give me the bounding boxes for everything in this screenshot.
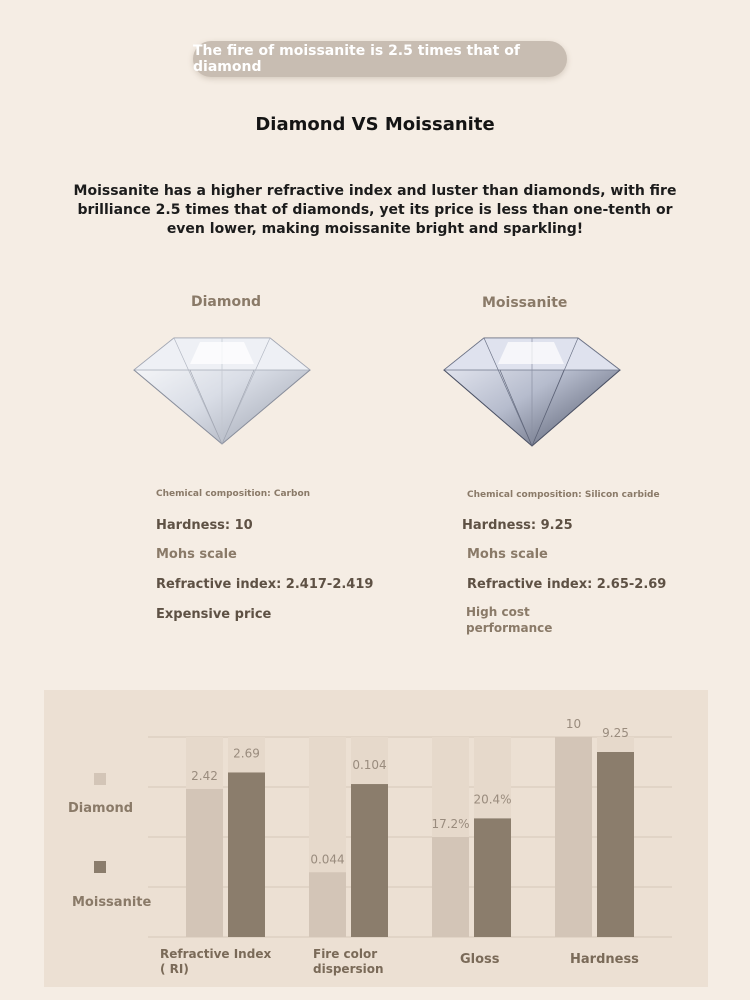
bar-diamond <box>432 837 469 937</box>
data-label-diamond: 10 <box>565 717 582 731</box>
diamond-hardness: Hardness: 10 <box>156 518 253 533</box>
category-label-hardness: Hardness <box>570 952 639 967</box>
bar-diamond <box>309 872 346 937</box>
moissanite-price: High cost performance <box>466 605 553 635</box>
diamond-refractive: Refractive index: 2.417-2.419 <box>156 577 374 592</box>
data-label-moissanite: 20.4% <box>473 792 512 807</box>
category-label-refractive: Refractive Index ( RI) <box>160 947 272 976</box>
legend-label-diamond: Diamond <box>68 801 134 816</box>
moissanite-hardness: Hardness: 9.25 <box>462 518 573 533</box>
bar-diamond <box>186 789 223 937</box>
diamond-price: Expensive price <box>156 607 272 622</box>
bar-moissanite <box>351 784 388 937</box>
category-label-dispersion: Fire color dispersion <box>313 947 384 976</box>
bar-diamond <box>555 737 592 937</box>
diamond-composition: Chemical composition: Carbon <box>156 489 311 499</box>
legend-label-moissanite: Moissanite <box>72 895 152 910</box>
moissanite-heading: Moissanite <box>482 295 568 311</box>
category-label-gloss: Gloss <box>460 952 500 967</box>
headline-banner: The fire of moissanite is 2.5 times that of diamond <box>193 41 567 77</box>
bar-moissanite <box>474 818 511 937</box>
page-title: Diamond VS Moissanite <box>255 114 495 135</box>
data-label-diamond: 0.044 <box>310 852 345 867</box>
moissanite-composition: Chemical composition: Silicon carbide <box>467 490 660 500</box>
data-label-moissanite: 2.69 <box>233 746 260 761</box>
data-label-diamond: 2.42 <box>191 768 218 783</box>
intro-text: Moissanite has a higher refractive index and luster than diamonds, with fire brilliance 2.5 times that of diamonds, yet its price is less than one-tenth or even lower, making moissanite bright and sparkling! <box>73 183 677 237</box>
diamond-heading: Diamond <box>191 294 262 310</box>
moissanite-scale: Mohs scale <box>467 547 548 562</box>
data-label-moissanite: 0.104 <box>352 758 387 773</box>
bar-moissanite <box>228 772 265 937</box>
bar-moissanite <box>597 752 634 937</box>
diamond-scale: Mohs scale <box>156 547 237 562</box>
data-label-moissanite: 9.25 <box>602 726 629 740</box>
data-label-diamond: 17.2% <box>431 817 470 831</box>
moissanite-refractive: Refractive index: 2.65-2.69 <box>467 577 667 592</box>
